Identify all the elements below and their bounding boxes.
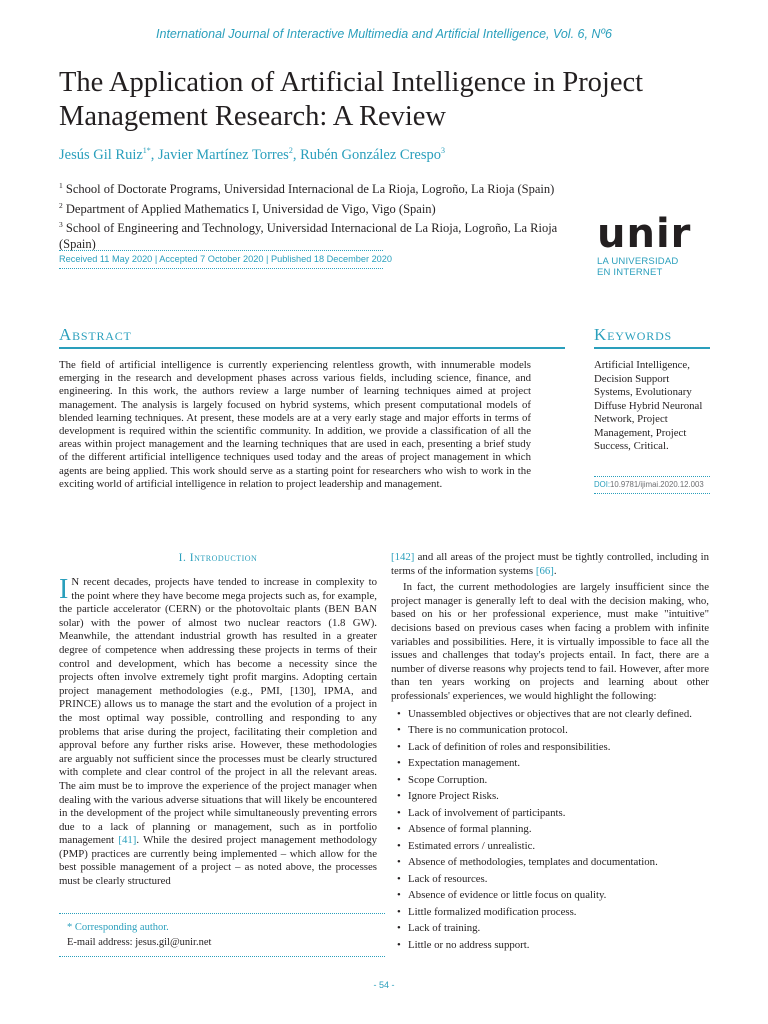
paragraph-part: and all areas of the project must be tightly controlled, including in terms of the information systems xyxy=(391,551,709,577)
citation-link[interactable]: [41] xyxy=(118,834,137,847)
list-item: • Lack of involvement of participants. xyxy=(391,805,709,822)
section-heading-introduction xyxy=(59,552,377,564)
citation-link[interactable]: [142] xyxy=(391,551,415,563)
list-item: • Estimated errors / unrealistic. xyxy=(391,838,709,855)
intro-paragraph-part: . While the desired project management methodology (PMP) practices are currently being implemented – which allow for the best possible management of a project – as noted above, the processes must be clearly structured xyxy=(59,834,377,888)
unir-logo xyxy=(597,211,709,278)
abstract-text: The field of artificial intelligence is currently experiencing relentless growth, with innumerable models emerging in the research and development phases across various fields, including science, finance, and engineering. In this work, the authors review a large number of learning techniques aimed at project management. The analysis is largely focused on hybrid systems, which present computational models of blended learning techniques. At present, these models are at a very early stage and major efforts in terms of development is required within the scientific community. In addition, we provide a classification of all the areas within project management and the learning techniques that are used in each, presenting a brief study of the different artificial intelligence techniques used today and the areas of project management in which agents are being applied. This work should serve as a starting point for researchers who wish to work in the exciting world of artificial intelligence in relation to project leadership and management. xyxy=(59,359,531,490)
list-item: • Ignore Project Risks. xyxy=(391,788,709,805)
abstract-heading: Abstract xyxy=(59,325,565,349)
page-number: - 54 - xyxy=(373,980,395,990)
right-column-text xyxy=(391,551,709,953)
list-item: • Lack of training. xyxy=(391,920,709,937)
author-separator: , xyxy=(150,146,159,163)
list-item: • Expectation management. xyxy=(391,755,709,772)
section-title: Introduction xyxy=(189,552,258,564)
list-item: • Absence of methodologies, templates and documentation. xyxy=(391,854,709,871)
keywords-text: Artificial Intelligence, Decision Support Systems, Evolutionary Diffuse Hybrid Neuronal Network, Project Management, Project Success, Critical. xyxy=(594,359,703,452)
logo-tagline-line2: EN INTERNET xyxy=(597,267,663,278)
affiliation-number: 2 xyxy=(59,200,63,210)
keywords-heading: Keywords xyxy=(594,325,710,349)
footnote-email: E-mail address: jesus.gil@unir.net xyxy=(67,937,212,948)
list-item: • There is no communication protocol. xyxy=(391,722,709,739)
list-item: • Absence of formal planning. xyxy=(391,821,709,838)
doi-label: DOI: xyxy=(594,480,611,489)
list-item: • Scope Corruption. xyxy=(391,772,709,789)
section-number: I. xyxy=(178,552,187,564)
logo-tagline-line1: LA UNIVERSIDAD xyxy=(597,256,679,267)
journal-header: International Journal of Interactive Multimedia and Artificial Intelligence, Vol. 6, Nº6 xyxy=(156,27,612,41)
author-list xyxy=(59,146,445,164)
paragraph xyxy=(391,551,709,578)
left-column-text xyxy=(59,576,377,889)
author-affiliation-marker: 2 xyxy=(288,146,293,155)
affiliation-list xyxy=(59,178,559,252)
affiliation-item xyxy=(59,178,559,198)
author-affiliation-marker: 3 xyxy=(441,146,445,155)
list-item: • Lack of resources. xyxy=(391,871,709,888)
list-item: • Little or no address support. xyxy=(391,937,709,954)
author-affiliation-marker: 1* xyxy=(142,146,151,155)
doi[interactable] xyxy=(594,476,710,494)
footnote-label: * Corresponding author. xyxy=(67,922,169,933)
affiliation-text: School of Engineering and Technology, Universidad Internacional de La Rioja, Logroño, La Rioja (Spain) xyxy=(59,221,558,251)
logo-wordmark: unir xyxy=(597,211,692,257)
list-item: • Absence of evidence or little focus on quality. xyxy=(391,887,709,904)
affiliation-item xyxy=(59,198,559,218)
author-name: Javier Martínez Torres xyxy=(158,146,289,163)
paragraph: In fact, the current methodologies are largely insufficient since the project manager is generally left to deal with the decision making, who, based on his or her professional experience, must make "intuitive" decisions based on previous cases when facing a problem with infinite variables and possibilities. Here, it is virtually impossible to face all the issues and challenges that today's projects entail. In fact, there are a number of diverse reasons why projects tend to fail. However, after more than ten years working on projects and learning about other professionals' experiences, we would highlight the following: xyxy=(391,581,709,702)
affiliation-item xyxy=(59,217,559,252)
corresponding-author-footnote xyxy=(59,913,385,957)
drop-cap: I xyxy=(59,574,69,605)
doi-value[interactable]: 10.9781/ijimai.2020.12.003 xyxy=(610,480,704,489)
list-item: • Unassembled objectives or objectives that are not clearly defined. xyxy=(391,706,709,723)
author-separator: , xyxy=(292,146,301,163)
paragraph-part: . xyxy=(553,564,557,577)
list-item: • Lack of definition of roles and responsibilities. xyxy=(391,739,709,756)
list-item: • Little formalized modification process. xyxy=(391,904,709,921)
citation-link[interactable]: [66] xyxy=(535,564,554,577)
affiliation-number: 3 xyxy=(59,220,63,230)
affiliation-text: School of Doctorate Programs, Universidad Internacional de La Rioja, Logroño, La Rioja (Spain) xyxy=(65,182,555,197)
author-name: Jesús Gil Ruiz xyxy=(59,146,143,163)
paper-title: The Application of Artificial Intelligence in Project Management Research: A Review xyxy=(59,67,644,132)
publication-dates: Received 11 May 2020 | Accepted 7 October 2020 | Published 18 December 2020 xyxy=(59,250,383,269)
author-name: Rubén González Crespo xyxy=(300,146,441,163)
affiliation-number: 1 xyxy=(59,181,63,190)
intro-paragraph-part: N recent decades, projects have tended to increase in complexity to the point where they have become mega projects such as, for example, the particle accelerator (CERN) or the photovoltaic plants (BEN BAN solar) with the power of almost two nuclear reactors (1.8 GW). Meanwhile, the attendant industrial growth has resulted in a greater degree of competence when addressing these projects in terms of their control and development, which has become a necessity since the projects often involve extremely tight profit margins. Adopting certain project management methodologies (e.g., PMI, [130], IPMA, and PRINCE) allows us to manage the start and the evolution of a project in the most optimal way possible, controlling and responding to any problems that arise during the project, facilitating their completion and approval before any further risks arise. However, these methodologies are arguably not sufficient since the processes must be clearly structured with complete and clear control of the project in all the relevant areas. The aim must be to improve the experience of the project manager when dealing with the various adverse situations that will likely be encountered in the development of the project while simultaneously preventing errors due to a lack of planning or management, such as in portfolio management xyxy=(59,576,377,847)
failure-reasons-list xyxy=(391,706,709,954)
affiliation-text: Department of Applied Mathematics I, Universidad de Vigo, Vigo (Spain) xyxy=(65,201,436,216)
